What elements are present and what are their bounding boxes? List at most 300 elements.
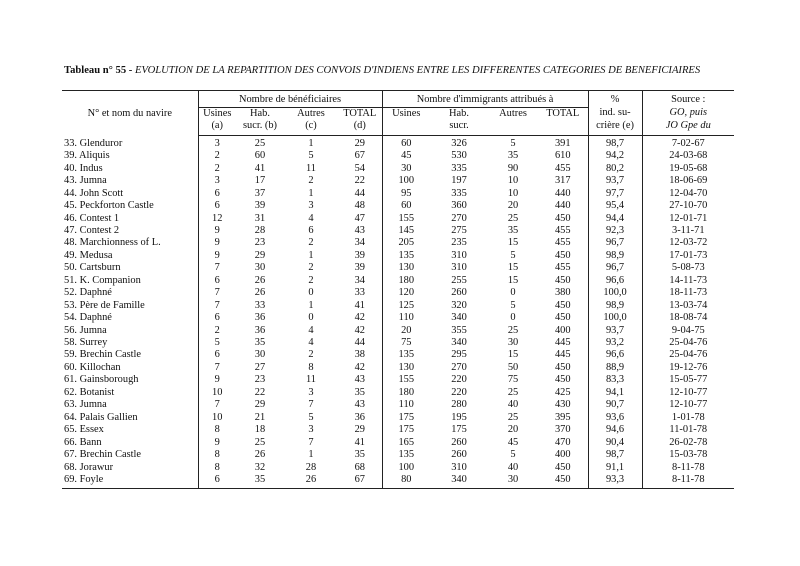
cell-source-date: 15-05-77 (642, 374, 734, 386)
cell-total-d: 47 (354, 212, 365, 224)
cell-ship-name: 65. Essex (64, 424, 104, 436)
cell-ship-name: 33. Glenduror (64, 137, 123, 149)
cell-hab-sucr-b: 26 (254, 449, 266, 461)
cell-usines: 155 (382, 374, 430, 386)
cell-pct-ind-sucriere: 93,7 (588, 325, 642, 337)
header-hab-b-sub: sucr. (b) (236, 120, 284, 135)
cell-source-date: 9-04-75 (642, 325, 734, 337)
header-hab-sub: sucr. (430, 120, 488, 135)
cell-hab-sucr: 260 (451, 287, 467, 299)
cell-autres-c: 4 (308, 337, 314, 349)
table-row (62, 188, 734, 200)
cell-autres: 35 (507, 224, 519, 236)
cell-ship-name: 62. Botanist (64, 386, 115, 398)
cell-source-date: 13-03-74 (642, 300, 734, 312)
table-row (62, 462, 734, 474)
cell-pct-ind-sucriere: 100,0 (588, 287, 642, 299)
cell-hab-sucr-b: 25 (254, 137, 266, 149)
header-group-immigrants (382, 91, 588, 108)
cell-hab-sucr: 310 (451, 262, 467, 274)
cell-source-date: 12-10-77 (642, 399, 734, 411)
cell-hab-sucr: 340 (451, 337, 467, 349)
header-total-d-sub: (d) (338, 120, 382, 135)
cell-pct-ind-sucriere: 94,2 (588, 150, 642, 162)
table-row (62, 312, 734, 324)
table-row (62, 225, 734, 237)
cell-source-date: 17-01-73 (642, 250, 734, 262)
table-body (62, 135, 734, 489)
cell-ship-name: 56. Jumna (64, 324, 107, 336)
cell-autres: 35 (507, 150, 519, 162)
cell-usines-a: 9 (198, 374, 236, 386)
cell-total: 450 (554, 212, 571, 224)
cell-usines-a: 2 (198, 150, 236, 162)
cell-usines-a: 8 (198, 424, 236, 436)
cell-ship-name: 50. Cartsburn (64, 262, 121, 274)
header-autres-c-sub: (c) (284, 120, 338, 135)
cell-pct-ind-sucriere: 90,7 (588, 399, 642, 411)
cell-pct-ind-sucriere: 91,1 (588, 462, 642, 474)
cell-autres: 25 (507, 386, 519, 398)
header-pct-2: ind. su- (588, 107, 642, 120)
cell-usines-a: 3 (198, 175, 236, 187)
cell-hab-sucr: 340 (451, 312, 467, 324)
cell-source-date: 12-01-71 (642, 213, 734, 225)
cell-hab-sucr: 275 (451, 224, 467, 236)
header-src-1: Source : (642, 91, 734, 108)
cell-usines-a: 7 (198, 262, 236, 274)
cell-autres: 0 (510, 287, 516, 299)
header-total-d: TOTAL (338, 107, 382, 120)
cell-pct-ind-sucriere: 88,9 (588, 362, 642, 374)
data-table (62, 90, 734, 489)
cell-autres-c: 28 (305, 461, 317, 473)
cell-total: 455 (554, 237, 571, 249)
cell-autres-c: 2 (308, 349, 314, 361)
cell-usines: 165 (382, 437, 430, 449)
cell-source-date: 19-05-68 (642, 163, 734, 175)
cell-autres: 20 (507, 424, 519, 436)
cell-ship-name: 51. K. Companion (64, 274, 141, 286)
cell-autres: 40 (507, 461, 519, 473)
cell-usines: 125 (382, 300, 430, 312)
cell-hab-sucr: 530 (451, 150, 467, 162)
table-row (62, 449, 734, 461)
cell-usines: 60 (382, 135, 430, 150)
cell-pct-ind-sucriere: 94,6 (588, 424, 642, 436)
cell-autres-c: 7 (308, 399, 314, 411)
header-src-2: GO, puis (642, 107, 734, 120)
cell-hab-sucr: 220 (451, 386, 467, 398)
cell-autres: 10 (507, 175, 519, 187)
cell-source-date: 15-03-78 (642, 449, 734, 461)
cell-usines-a: 3 (198, 135, 236, 150)
cell-autres: 5 (510, 249, 516, 261)
cell-usines: 30 (382, 163, 430, 175)
cell-autres-c: 7 (308, 436, 314, 448)
cell-total-d: 48 (354, 200, 365, 212)
cell-pct-ind-sucriere: 80,2 (588, 163, 642, 175)
table-number: Tableau n° 55 - (64, 65, 133, 76)
cell-ship-name: 45. Peckforton Castle (64, 200, 154, 212)
cell-autres-c: 11 (305, 374, 316, 386)
cell-total: 430 (554, 399, 571, 411)
cell-usines: 60 (382, 200, 430, 212)
cell-usines: 130 (382, 262, 430, 274)
header-ship: N° et nom du navire (62, 91, 198, 136)
cell-pct-ind-sucriere: 98,9 (588, 300, 642, 312)
cell-usines: 95 (382, 188, 430, 200)
cell-usines: 180 (382, 275, 430, 287)
cell-total-d: 42 (354, 324, 365, 336)
cell-usines-a: 9 (198, 237, 236, 249)
cell-source-date: 8-11-78 (642, 474, 734, 489)
cell-total: 450 (554, 274, 571, 286)
cell-hab-sucr-b: 31 (254, 212, 266, 224)
cell-pct-ind-sucriere: 98,9 (588, 250, 642, 262)
cell-total: 445 (554, 349, 571, 361)
cell-hab-sucr-b: 22 (254, 386, 266, 398)
cell-usines-a: 7 (198, 362, 236, 374)
cell-total: 370 (554, 424, 571, 436)
cell-usines-a: 6 (198, 188, 236, 200)
cell-ship-name: 58. Surrey (64, 337, 108, 349)
cell-hab-sucr-b: 26 (254, 287, 266, 299)
cell-total-d: 42 (354, 361, 365, 373)
cell-autres: 50 (507, 361, 519, 373)
cell-autres: 45 (507, 436, 519, 448)
cell-usines: 180 (382, 387, 430, 399)
cell-total: 450 (554, 299, 571, 311)
header-hab-b: Hab. (236, 107, 284, 120)
cell-usines-a: 9 (198, 250, 236, 262)
cell-source-date: 1-01-78 (642, 412, 734, 424)
cell-pct-ind-sucriere: 96,6 (588, 275, 642, 287)
cell-pct-ind-sucriere: 93,3 (588, 474, 642, 489)
cell-ship-name: 69. Foyle (62, 474, 198, 489)
cell-hab-sucr-b: 23 (254, 237, 266, 249)
cell-source-date: 8-11-78 (642, 462, 734, 474)
cell-source-date: 25-04-76 (642, 349, 734, 361)
cell-source-date: 25-04-76 (642, 337, 734, 349)
cell-source-date: 7-02-67 (642, 135, 734, 150)
cell-usines: 110 (382, 312, 430, 324)
cell-total: 450 (538, 474, 588, 489)
cell-total: 400 (554, 449, 571, 461)
cell-autres: 25 (507, 324, 519, 336)
cell-hab-sucr: 360 (451, 200, 467, 212)
header-total: TOTAL (538, 107, 588, 120)
cell-total-d: 29 (354, 424, 365, 436)
cell-hab-sucr-b: 30 (254, 349, 266, 361)
cell-hab-sucr: 260 (451, 449, 467, 461)
cell-hab-sucr-b: 35 (254, 337, 266, 349)
table-row (62, 387, 734, 399)
cell-hab-sucr: 280 (451, 399, 467, 411)
cell-usines-a: 6 (198, 200, 236, 212)
table-row (62, 175, 734, 187)
cell-autres: 15 (507, 274, 519, 286)
cell-hab-sucr-b: 35 (236, 474, 284, 489)
cell-hab-sucr-b: 17 (254, 175, 266, 187)
cell-total-d: 22 (354, 175, 365, 187)
cell-source-date: 18-06-69 (642, 175, 734, 187)
cell-autres-c: 1 (308, 299, 314, 311)
group-immigrants-label: Nombre d'immigrants attribués à (416, 94, 554, 105)
cell-autres: 15 (507, 237, 519, 249)
cell-total: 470 (554, 436, 571, 448)
cell-usines: 145 (382, 225, 430, 237)
cell-autres-c: 3 (308, 386, 314, 398)
cell-autres-c: 2 (308, 237, 314, 249)
cell-autres-c: 0 (308, 287, 314, 299)
cell-hab-sucr: 220 (451, 374, 467, 386)
cell-source-date: 27-10-70 (642, 200, 734, 212)
table-row (62, 337, 734, 349)
header-usines-a-sub: (a) (198, 120, 236, 135)
cell-hab-sucr: 335 (451, 162, 467, 174)
cell-hab-sucr: 320 (451, 299, 467, 311)
cell-total: 450 (554, 361, 571, 373)
cell-hab-sucr: 255 (451, 274, 467, 286)
cell-autres: 15 (507, 349, 519, 361)
table-row (62, 300, 734, 312)
cell-usines-a: 2 (198, 325, 236, 337)
cell-autres: 5 (510, 449, 516, 461)
cell-usines: 80 (382, 474, 430, 489)
cell-source-date: 5-08-73 (642, 262, 734, 274)
cell-hab-sucr-b: 30 (254, 262, 266, 274)
table-row (62, 474, 734, 489)
cell-ship-name: 67. Brechin Castle (64, 449, 142, 461)
table-row (62, 213, 734, 225)
cell-hab-sucr-b: 32 (254, 461, 266, 473)
cell-usines: 175 (382, 412, 430, 424)
cell-usines-a: 5 (198, 337, 236, 349)
cell-total-d: 35 (354, 386, 365, 398)
cell-source-date: 19-12-76 (642, 362, 734, 374)
cell-total-d: 42 (354, 312, 365, 324)
cell-total-d: 33 (354, 287, 365, 299)
cell-ship-name: 40. Indus (64, 162, 103, 174)
cell-total-d: 44 (354, 187, 365, 199)
header-src-3: JO Gpe du (642, 120, 734, 135)
cell-autres-c: 6 (308, 224, 314, 236)
cell-autres: 0 (510, 312, 516, 324)
cell-usines-a: 6 (198, 474, 236, 489)
table-header (62, 91, 734, 136)
cell-usines-a: 9 (198, 437, 236, 449)
cell-hab-sucr-b: 21 (254, 411, 266, 423)
cell-hab-sucr: 235 (451, 237, 467, 249)
header-autres: Autres (488, 107, 538, 120)
cell-hab-sucr-b: 29 (254, 399, 266, 411)
cell-hab-sucr-b: 36 (254, 312, 266, 324)
cell-pct-ind-sucriere: 96,7 (588, 262, 642, 274)
cell-hab-sucr-b: 29 (254, 249, 266, 261)
cell-usines: 120 (382, 287, 430, 299)
table-row (62, 135, 734, 150)
cell-usines-a: 10 (198, 387, 236, 399)
cell-total: 440 (554, 187, 571, 199)
cell-autres: 25 (507, 212, 519, 224)
cell-pct-ind-sucriere: 93,7 (588, 175, 642, 187)
cell-autres: 40 (507, 399, 519, 411)
cell-total: 445 (554, 337, 571, 349)
cell-pct-ind-sucriere: 96,6 (588, 349, 642, 361)
cell-usines-a: 6 (198, 275, 236, 287)
cell-hab-sucr: 295 (451, 349, 467, 361)
table-row (62, 424, 734, 436)
cell-usines: 175 (382, 424, 430, 436)
cell-usines-a: 12 (198, 213, 236, 225)
cell-autres-c: 1 (308, 449, 314, 461)
table-row (62, 150, 734, 162)
cell-hab-sucr: 260 (451, 436, 467, 448)
cell-total: 455 (554, 224, 571, 236)
table-title (64, 65, 744, 76)
cell-pct-ind-sucriere: 95,4 (588, 200, 642, 212)
cell-hab-sucr-b: 25 (254, 436, 266, 448)
cell-total-d: 39 (354, 262, 365, 274)
cell-source-date: 26-02-78 (642, 437, 734, 449)
cell-total: 400 (554, 324, 571, 336)
cell-hab-sucr: 270 (451, 212, 467, 224)
cell-hab-sucr-b: 26 (254, 274, 266, 286)
cell-total-d: 41 (354, 436, 365, 448)
cell-total-d: 29 (354, 137, 365, 149)
cell-source-date: 18-08-74 (642, 312, 734, 324)
cell-total: 425 (554, 386, 571, 398)
cell-total-d: 36 (354, 411, 365, 423)
cell-usines: 75 (382, 337, 430, 349)
cell-autres-c: 11 (305, 162, 316, 174)
cell-total: 450 (554, 461, 571, 473)
cell-ship-name: 39. Aliquis (64, 150, 110, 162)
cell-total: 610 (554, 150, 571, 162)
cell-autres-c: 4 (308, 212, 314, 224)
cell-ship-name: 60. Killochan (64, 361, 121, 373)
cell-usines: 135 (382, 449, 430, 461)
cell-usines: 100 (382, 175, 430, 187)
cell-autres: 75 (507, 374, 519, 386)
cell-usines: 135 (382, 250, 430, 262)
cell-usines-a: 7 (198, 300, 236, 312)
cell-pct-ind-sucriere: 98,7 (588, 449, 642, 461)
cell-total-d: 43 (354, 374, 365, 386)
cell-autres-c: 3 (308, 424, 314, 436)
cell-hab-sucr: 175 (451, 424, 467, 436)
cell-usines-a: 7 (198, 399, 236, 411)
cell-ship-name: 48. Marchionness of L. (64, 237, 161, 249)
cell-source-date: 12-10-77 (642, 387, 734, 399)
cell-usines-a: 9 (198, 225, 236, 237)
cell-source-date: 14-11-73 (642, 275, 734, 287)
cell-ship-name: 68. Jorawur (64, 461, 114, 473)
cell-ship-name: 47. Contest 2 (64, 224, 120, 236)
header-total-sub (538, 120, 588, 135)
cell-usines-a: 6 (198, 312, 236, 324)
cell-hab-sucr: 326 (451, 137, 467, 149)
header-usines: Usines (382, 107, 430, 120)
cell-autres: 10 (507, 187, 519, 199)
cell-ship-name: 52. Daphné (64, 287, 112, 299)
cell-autres: 90 (507, 162, 519, 174)
cell-hab-sucr-b: 37 (254, 187, 266, 199)
cell-total: 455 (554, 262, 571, 274)
header-hab: Hab. (430, 107, 488, 120)
cell-hab-sucr-b: 39 (254, 200, 266, 212)
cell-source-date: 3-11-71 (642, 225, 734, 237)
cell-total-d: 34 (354, 274, 365, 286)
cell-pct-ind-sucriere: 92,3 (588, 225, 642, 237)
cell-ship-name: 64. Palais Gallien (64, 411, 138, 423)
table-row (62, 399, 734, 411)
table-row (62, 374, 734, 386)
cell-ship-name: 61. Gainsborough (64, 374, 139, 386)
cell-source-date: 12-03-72 (642, 237, 734, 249)
cell-total-d: 38 (354, 349, 365, 361)
cell-hab-sucr: 270 (451, 361, 467, 373)
cell-autres-c: 1 (308, 187, 314, 199)
group-beneficiaires-label: Nombre de bénéficiaires (238, 94, 342, 105)
cell-source-date: 18-11-73 (642, 287, 734, 299)
cell-ship-name: 49. Medusa (64, 249, 113, 261)
cell-total: 455 (554, 162, 571, 174)
cell-hab-sucr: 197 (451, 175, 467, 187)
cell-source-date: 24-03-68 (642, 150, 734, 162)
cell-usines-a: 7 (198, 287, 236, 299)
cell-pct-ind-sucriere: 96,7 (588, 237, 642, 249)
cell-source-date: 11-01-78 (642, 424, 734, 436)
header-usines-a: Usines (198, 107, 236, 120)
cell-hab-sucr-b: 33 (254, 299, 266, 311)
cell-hab-sucr-b: 41 (254, 162, 266, 174)
cell-autres-c: 26 (284, 474, 338, 489)
cell-autres-c: 1 (308, 249, 314, 261)
cell-usines: 45 (382, 150, 430, 162)
cell-total-d: 43 (354, 399, 365, 411)
cell-source-date: 12-04-70 (642, 188, 734, 200)
cell-pct-ind-sucriere: 83,3 (588, 374, 642, 386)
cell-hab-sucr-b: 27 (254, 361, 266, 373)
cell-total: 317 (554, 175, 571, 187)
cell-usines: 135 (382, 349, 430, 361)
cell-total: 450 (554, 374, 571, 386)
cell-total-d: 39 (354, 249, 365, 261)
cell-usines: 110 (382, 399, 430, 411)
cell-autres: 5 (510, 137, 516, 149)
cell-ship-name: 59. Brechin Castle (64, 349, 142, 361)
table-row (62, 412, 734, 424)
cell-autres: 15 (507, 262, 519, 274)
cell-pct-ind-sucriere: 94,4 (588, 213, 642, 225)
cell-total-d: 43 (354, 224, 365, 236)
cell-pct-ind-sucriere: 90,4 (588, 437, 642, 449)
cell-total-d: 44 (354, 337, 365, 349)
header-autres-c: Autres (284, 107, 338, 120)
cell-total-d: 35 (354, 449, 365, 461)
cell-pct-ind-sucriere: 93,6 (588, 412, 642, 424)
cell-pct-ind-sucriere: 93,2 (588, 337, 642, 349)
cell-hab-sucr-b: 18 (254, 424, 266, 436)
cell-autres-c: 5 (308, 411, 314, 423)
cell-usines: 100 (382, 462, 430, 474)
cell-autres-c: 2 (308, 262, 314, 274)
cell-total: 391 (554, 137, 571, 149)
cell-usines-a: 6 (198, 349, 236, 361)
cell-total: 380 (554, 287, 571, 299)
